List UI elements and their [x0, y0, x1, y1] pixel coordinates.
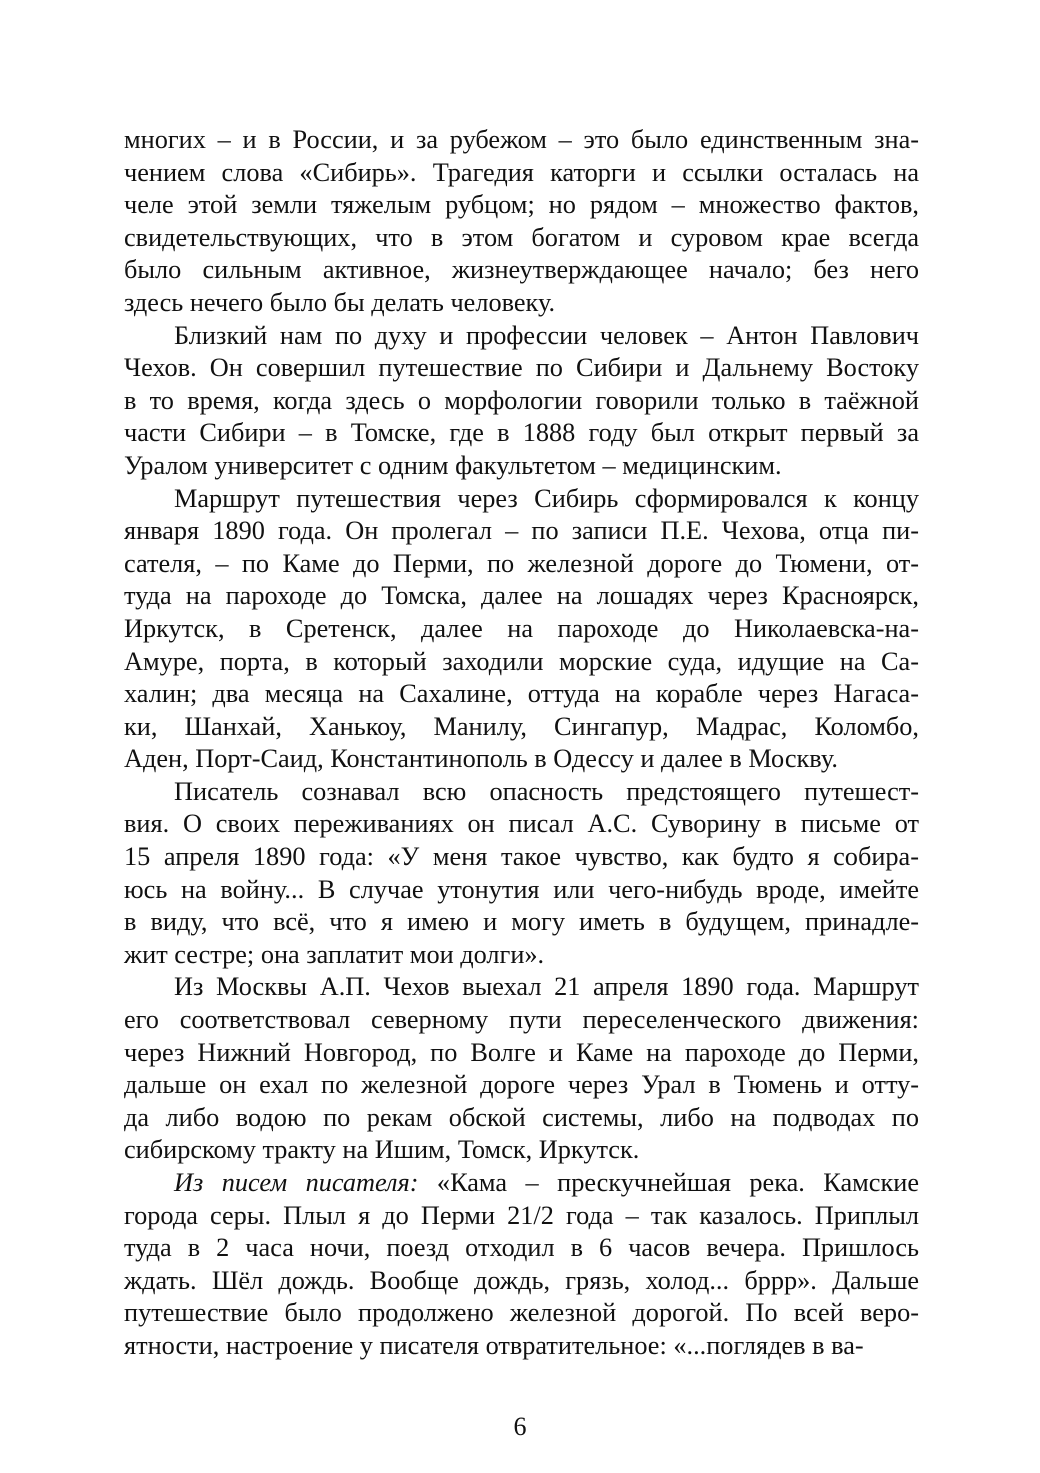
line-text: чением слова «Сибирь». Трагедия каторги и ссылки осталась на	[124, 157, 919, 187]
paragraph	[124, 1167, 919, 1363]
text-line	[124, 287, 919, 320]
text-line	[124, 678, 919, 711]
text-line	[124, 1102, 919, 1135]
text-line	[124, 1330, 919, 1363]
line-text: ятности, настроение у писателя отвратительное: «...поглядев в ва-	[124, 1330, 864, 1360]
line-text: через Нижний Новгород, по Волге и Каме на пароходе до Перми,	[124, 1037, 919, 1067]
text-line	[124, 483, 919, 516]
line-text: дальше он ехал по железной дороге через Урал в Тюмень и отту-	[124, 1070, 919, 1100]
line-text: января 1890 года. Он пролегал – по записи П.Е. Чехова, отца пи-	[124, 516, 919, 546]
line-text: Иркутск, в Сретенск, далее на пароходе до Николаевска-на-	[124, 613, 919, 643]
text-line	[124, 385, 919, 418]
text-line	[124, 874, 919, 907]
paragraph	[124, 971, 919, 1167]
text-line	[124, 646, 919, 679]
text-line	[124, 1167, 919, 1200]
italic-lead: Из писем писателя:	[174, 1168, 419, 1197]
line-text: Чехов. Он совершил путешествие по Сибири и Дальнему Востоку	[124, 353, 919, 383]
line-text: туда в 2 часа ночи, поезд отходил в 6 часов вечера. Пришлось	[124, 1233, 919, 1263]
text-line	[124, 613, 919, 646]
text-line	[124, 711, 919, 744]
line-text: свидетельствующих, что в этом богатом и суровом крае всегда	[124, 222, 919, 252]
text-line	[124, 1265, 919, 1298]
line-text: Из Москвы А.П. Чехов выехал 21 апреля 1890 года. Маршрут	[174, 972, 919, 1002]
text-line	[124, 971, 919, 1004]
text-line	[124, 1297, 919, 1330]
line-text: юсь на войну... В случае утонутия или чего-нибудь вроде, имейте	[124, 874, 919, 904]
text-line	[124, 1004, 919, 1037]
text-line	[124, 352, 919, 385]
text-line	[124, 222, 919, 255]
line-text: да либо водою по рекам обской системы, либо на подводах по	[124, 1102, 919, 1132]
line-text: челе этой земли тяжелым рубцом; но рядом – множество фактов,	[124, 190, 919, 220]
text-line	[124, 124, 919, 157]
text-line	[124, 254, 919, 287]
line-text: 15 апреля 1890 года: «У меня такое чувство, как будто я собира-	[124, 842, 919, 872]
text-line	[124, 580, 919, 613]
line-text: Маршрут путешествия через Сибирь сформировался к концу	[174, 483, 919, 513]
line-text: Писатель сознавал всю опасность предстоящего путешест-	[174, 776, 919, 806]
line-text: туда на пароходе до Томска, далее на лошадях через Красноярск,	[124, 581, 919, 611]
line-text: «Кама – прескучнейшая река. Камские	[418, 1168, 919, 1197]
line-text: многих – и в России, и за рубежом – это было единственным зна-	[124, 125, 919, 154]
line-text: халин; два месяца на Сахалине, оттуда на корабле через Нагаса-	[124, 679, 919, 709]
line-text: его соответствовал северному пути переселенческого движения:	[124, 1005, 919, 1035]
text-line	[124, 1232, 919, 1265]
line-text: здесь нечего было бы делать человеку.	[124, 287, 556, 317]
line-text: путешествие было продолжено железной дорогой. По всей веро-	[124, 1298, 919, 1328]
line-text: в виду, что всё, что я имею и могу иметь в будущем, принадле-	[124, 907, 919, 937]
line-text: города серы. Плыл я до Перми 21/2 года – так казалось. Приплыл	[124, 1200, 919, 1230]
text-line	[124, 1069, 919, 1102]
line-text: Амуре, порта, в который заходили морские суда, идущие на Са-	[124, 646, 919, 676]
text-line	[124, 515, 919, 548]
text-line	[124, 1037, 919, 1070]
paragraph	[124, 776, 919, 972]
text-line	[124, 841, 919, 874]
line-text: сателя, – по Каме до Перми, по железной дороге до Тюмени, от-	[124, 548, 919, 578]
text-line	[124, 808, 919, 841]
line-text: ки, Шанхай, Ханькоу, Манилу, Сингапур, Мадрас, Коломбо,	[124, 711, 919, 741]
text-line	[124, 743, 919, 776]
paragraph	[124, 483, 919, 776]
paragraph	[124, 320, 919, 483]
line-text: было сильным активное, жизнеутверждающее начало; без него	[124, 255, 919, 285]
text-line	[124, 548, 919, 581]
line-text: вия. О своих переживаниях он писал А.С. Суворину в письме от	[124, 809, 919, 839]
line-text: Аден, Порт-Саид, Константинополь в Одессу и далее в Москву.	[124, 744, 838, 774]
text-line	[124, 939, 919, 972]
page-number: 6	[513, 1412, 527, 1441]
line-text: жит сестре; она заплатит мои долги».	[124, 939, 545, 969]
text-line	[124, 320, 919, 353]
line-text: в то время, когда здесь о морфологии говорили только в таёжной	[124, 385, 919, 415]
line-text: Уралом университет с одним факультетом – медицинским.	[124, 450, 782, 480]
text-line	[124, 450, 919, 483]
text-line	[124, 1200, 919, 1233]
line-text: части Сибири – в Томске, где в 1888 году был открыт первый за	[124, 418, 919, 448]
text-line	[124, 189, 919, 222]
text-line	[124, 1134, 919, 1167]
text-line	[124, 776, 919, 809]
text-line	[124, 157, 919, 190]
line-text: Близкий нам по духу и профессии человек – Антон Павлович	[174, 320, 919, 350]
text-line	[124, 906, 919, 939]
line-text: ждать. Шёл дождь. Вообще дождь, грязь, холод... бррр». Дальше	[124, 1265, 919, 1295]
page-body	[124, 124, 919, 1363]
line-text: сибирскому тракту на Ишим, Томск, Иркутск.	[124, 1135, 640, 1165]
paragraph	[124, 124, 919, 320]
text-line	[124, 417, 919, 450]
